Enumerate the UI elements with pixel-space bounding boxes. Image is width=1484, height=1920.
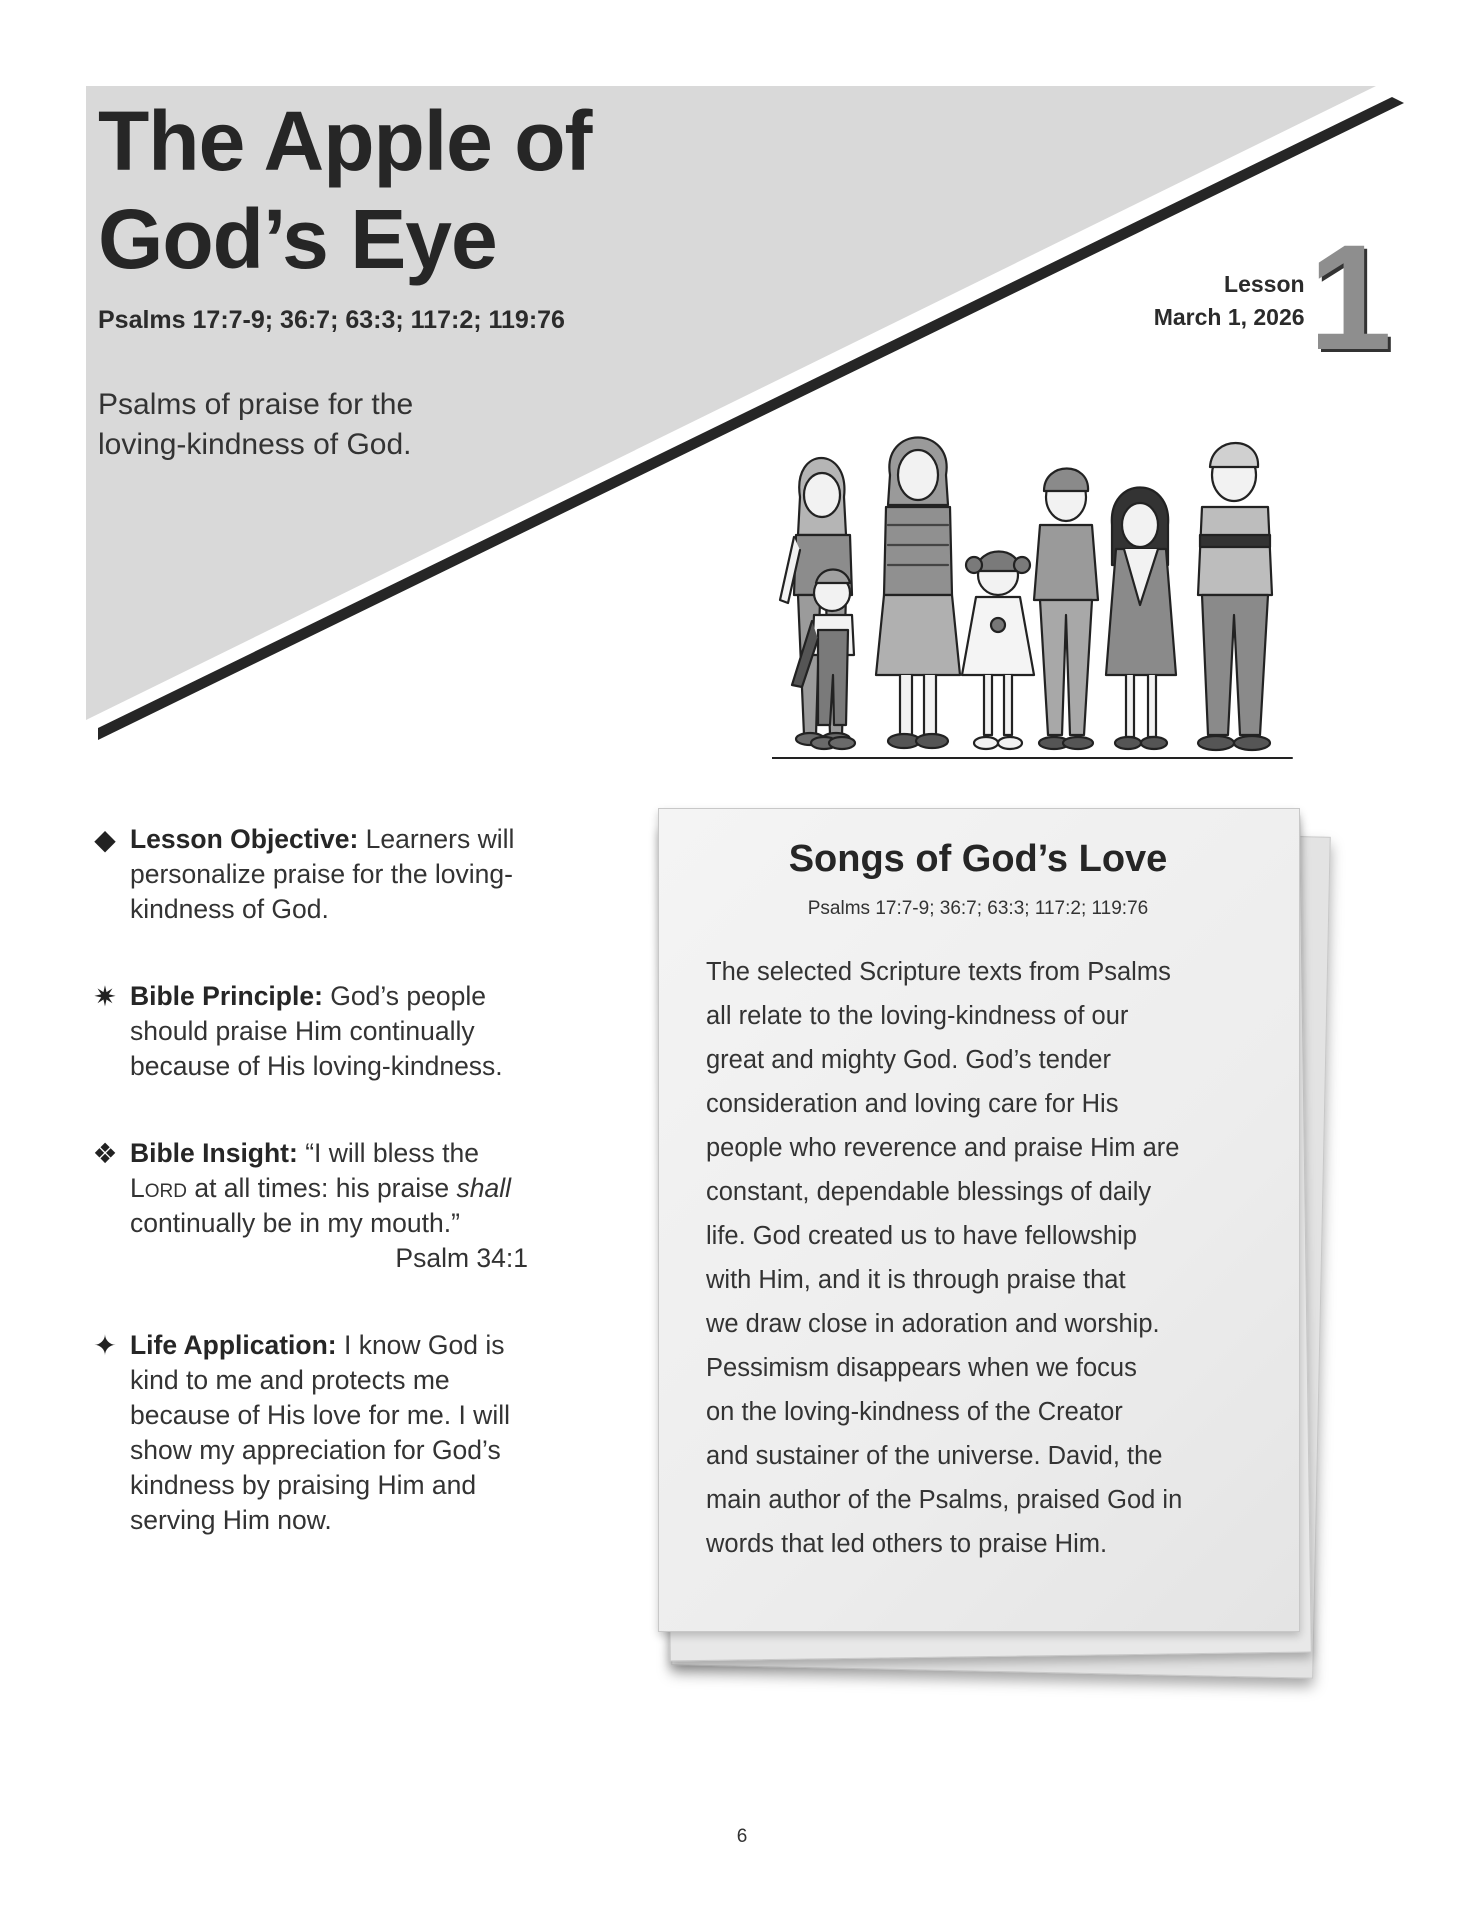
lesson-points xyxy=(88,822,528,1590)
lesson-objective-text: Learners will personalize praise for the loving-kindness of God. xyxy=(130,824,515,924)
paper-body-line: people who reverence and praise Him are xyxy=(706,1134,1180,1162)
lesson-summary-line-1: Psalms of praise for the xyxy=(98,388,414,421)
lesson-label: Lesson xyxy=(1224,271,1305,297)
lesson-objective-label: Lesson Objective: xyxy=(130,824,359,854)
starburst-icon: ✷ xyxy=(93,981,117,1012)
lesson-date: March 1, 2026 xyxy=(1153,304,1305,330)
bible-principle-text: God’s people should praise Him continually because of His loving-kindness. xyxy=(130,981,503,1081)
paper-stack xyxy=(650,808,1340,1708)
figure-boy-tall xyxy=(1198,443,1272,750)
bible-insight-italic: shall xyxy=(456,1173,512,1203)
life-application-text: I know God is kind to me and protects me because of His love for me. I will show my appreciation for God’s kindness by praising Him and serving Him now. xyxy=(130,1330,510,1535)
family-illustration xyxy=(772,425,1302,765)
paper-scripture-refs: Psalms 17:7-9; 36:7; 63:3; 117:2; 119:76 xyxy=(807,898,1149,919)
bible-insight-label: Bible Insight: xyxy=(130,1138,298,1168)
paper-body-line: consideration and loving care for His xyxy=(706,1090,1119,1118)
paper-body-line: great and mighty God. God’s tender xyxy=(706,1046,1111,1074)
bible-insight-quote-end: continually be in my mouth.” xyxy=(130,1208,460,1238)
lesson-number: 1 xyxy=(1308,213,1388,381)
paper-content xyxy=(658,808,1298,1630)
bible-insight-quote-start: “I will bless the xyxy=(305,1138,479,1168)
paper-title: Songs of God’s Love xyxy=(788,838,1168,880)
bible-insight-lord: Lord xyxy=(130,1173,187,1203)
life-application-label: Life Application: xyxy=(130,1330,337,1360)
bible-insight xyxy=(88,1136,528,1276)
paper-body-line: on the loving-kindness of the Creator xyxy=(706,1398,1123,1426)
four-diamonds-icon: ❖ xyxy=(92,1138,118,1169)
figure-little-girl xyxy=(962,552,1034,750)
paper-body-line: words that led others to praise Him. xyxy=(706,1530,1108,1558)
paper-body-line: constant, dependable blessings of daily xyxy=(706,1178,1152,1206)
paper-body-line: all relate to the loving-kindness of our xyxy=(706,1002,1129,1030)
paper-body-line: life. God created us to have fellowship xyxy=(706,1222,1137,1250)
lesson-summary xyxy=(98,385,518,465)
figure-woman xyxy=(876,438,960,749)
diamond-icon: ◆ xyxy=(94,824,116,855)
paper-body-line: we draw close in adoration and worship. xyxy=(706,1310,1160,1338)
life-application xyxy=(88,1328,528,1538)
lesson-title-line-2: God’s Eye xyxy=(98,192,497,286)
bible-principle xyxy=(88,979,528,1084)
paper-body-line: Pessimism disappears when we focus xyxy=(706,1354,1137,1382)
paper-body-line: and sustainer of the universe. David, the xyxy=(706,1442,1163,1470)
paper-body xyxy=(706,950,1266,1566)
bible-insight-reference: Psalm 34:1 xyxy=(395,1243,528,1273)
paper-body-line: with Him, and it is through praise that xyxy=(706,1266,1126,1294)
bible-insight-quote-middle: at all times: his praise xyxy=(186,1173,457,1203)
lesson-title-line-1: The Apple of xyxy=(98,94,592,188)
lesson-title xyxy=(98,92,698,288)
page-number: 6 xyxy=(736,1826,748,1847)
lesson-info xyxy=(1154,268,1305,334)
four-point-star-icon: ✦ xyxy=(93,1330,117,1361)
scripture-references: Psalms 17:7-9; 36:7; 63:3; 117:2; 119:76 xyxy=(98,306,565,334)
lesson-objective xyxy=(88,822,528,927)
figure-girl-dark-hair xyxy=(1106,488,1176,750)
figure-boy-middle xyxy=(1034,469,1098,750)
bible-principle-label: Bible Principle: xyxy=(130,981,323,1011)
paper-body-line: main author of the Psalms, praised God in xyxy=(706,1486,1183,1514)
lesson-summary-line-2: loving-kindness of God. xyxy=(98,428,412,461)
lesson-badge xyxy=(1153,213,1388,381)
paper-body-line: The selected Scripture texts from Psalms xyxy=(706,958,1171,986)
